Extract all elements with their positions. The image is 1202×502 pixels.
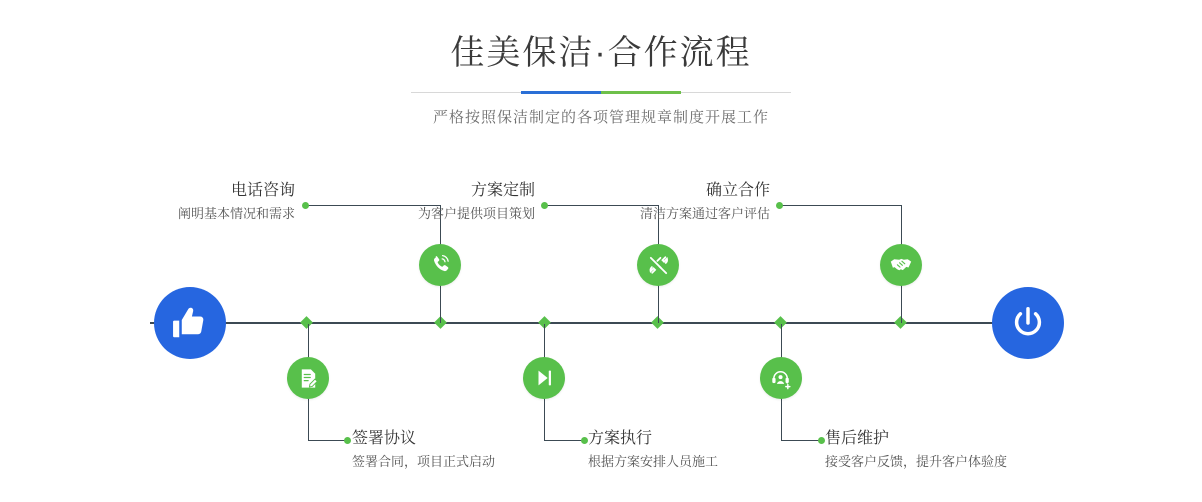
step-title: 签署协议 (352, 430, 417, 447)
connector-dot-step-5 (776, 202, 783, 209)
connector-dot-step-3 (541, 202, 548, 209)
title-divider (411, 88, 791, 98)
step-desc: 接受客户反馈，提升客户体验度 (825, 454, 1008, 469)
flow-diagram (0, 150, 1202, 502)
page-title: 佳美保洁·合作流程 (450, 34, 752, 72)
step-desc: 根据方案安排人员施工 (588, 454, 719, 469)
step-title: 方案执行 (588, 430, 653, 447)
step-desc: 清洁方案通过客户评估 (639, 206, 770, 221)
connector-line-step-4 (544, 440, 584, 441)
connector-dot-step-6 (818, 437, 825, 444)
connector-line-step-5 (780, 205, 901, 206)
step-desc: 为客户提供项目策划 (417, 206, 535, 221)
step-label-3 (330, 180, 535, 224)
handshake-icon (880, 244, 922, 286)
step-label-6 (825, 428, 1145, 472)
step-title: 方案定制 (470, 182, 535, 199)
thumbs-up-icon (154, 287, 226, 359)
step-desc: 签署合同，项目正式启动 (352, 454, 496, 469)
divider-accent-green (601, 91, 681, 94)
phone-ring-icon (419, 244, 461, 286)
header (0, 30, 1202, 127)
divider-accent-blue (521, 91, 601, 94)
step-title: 确立合作 (705, 182, 770, 199)
step-label-2 (352, 428, 612, 472)
step-label-1 (90, 180, 295, 224)
power-icon (992, 287, 1064, 359)
connector-dot-step-2 (344, 437, 351, 444)
step-label-5 (565, 180, 770, 224)
contract-edit-icon (287, 357, 329, 399)
step-title: 电话咨询 (230, 182, 295, 199)
connector-dot-step-1 (302, 202, 309, 209)
step-desc: 阐明基本情况和需求 (177, 206, 295, 221)
connector-line-step-2 (308, 440, 348, 441)
axis-marker (300, 316, 313, 329)
play-step-icon (523, 357, 565, 399)
connector-dot-step-4 (581, 437, 588, 444)
step-title: 售后维护 (825, 430, 890, 447)
connector-line-step-6 (781, 440, 821, 441)
flow-axis (150, 322, 1052, 324)
tools-icon (637, 244, 679, 286)
page-subtitle: 严格按照保洁制定的各项管理规章制度开展工作 (432, 109, 769, 126)
headset-support-icon (760, 357, 802, 399)
